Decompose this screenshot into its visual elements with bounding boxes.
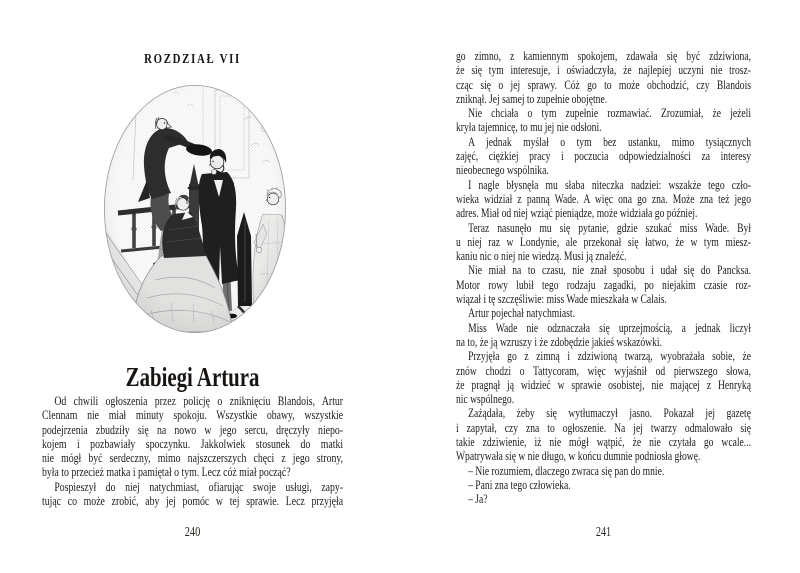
text-line: – Nie rozumiem, dlaczego zwraca się pan do mnie.: [468, 463, 665, 478]
text-line: takie zdziwienie, iż nie mógł wątpić, że nie czytała go wcale...: [456, 435, 751, 450]
text-line: Wpatrywała się w nie długo, w końcu dumnie podniosła głowę.: [456, 449, 701, 464]
text-line: – Ja?: [468, 492, 488, 507]
text-line: i zapytał, czy zna to ogłoszenie. Na jej twarzy odmalowało się: [456, 420, 751, 435]
text-line: Clennam nie miał minuty spokoju. Wszystkie obawy, wszystkie: [42, 408, 344, 423]
text-line: Miss Wade nie odznaczała się uprzejmością, a jednak liczył: [468, 320, 751, 335]
text-line: tując co może zrobić, aby jej pomóc w tej sprawie. Lecz przyjęła: [42, 494, 344, 509]
text-line: Nie chciała o tym zupełnie rozmawiać. Zrozumiał, że jeżeli: [468, 106, 751, 121]
text-line: podejrzenia zbudziły się na nowo w jego sercu, dręczyły niepo-: [42, 422, 344, 437]
chapter-illustration: [103, 84, 287, 334]
right-page-body: [456, 49, 751, 507]
text-line: nieobecnego wspólnika.: [456, 163, 549, 178]
text-line: że pragnął ją widzieć w sprawie osobistej, nie mającej z Henryką: [456, 377, 751, 392]
text-line: Zażądała, żeby się wytłumaczył jasno. Pokazał jej gazetę: [468, 406, 751, 421]
text-line: cząc się o jej sprawy. Cóż go to może obchodzić, czy Blandois: [456, 77, 751, 92]
text-line: kojem i pozbawiały spoczynku. Jakkolwiek stosunek do matki: [42, 436, 344, 451]
text-line: Nie miał na to czasu, nie znał sposobu i udał się do Pancksa.: [468, 263, 751, 278]
text-line: Teraz nasunęło mu się pytanie, gdzie szukać miss Wade. Był: [468, 220, 751, 235]
text-line: I nagle błysnęła mu słaba niteczka nadziei: wszakże tego czło-: [468, 177, 751, 192]
text-line: była to przecież matka i pamiętał o tym. Lecz cóż miał począć?: [42, 465, 291, 480]
left-page-body: [42, 394, 343, 508]
text-line: kryła tajemnicę, to mu jej nie odsłoni.: [456, 120, 602, 135]
text-line: u niej raz w Londynie, ale przekonał się łatwo, że w tym miesz-: [456, 234, 751, 249]
text-line: na to, że ją wzruszy i że zdobędzie jakieś wskazówki.: [456, 334, 662, 349]
text-line: wiązał i tę szczęśliwie: miss Wade mieszkała w Calais.: [456, 292, 667, 307]
page-number-right: 241: [595, 524, 612, 539]
text-line: A jednak myślał o tym bez ustanku, mimo tysiącznych: [468, 134, 751, 149]
text-line: Od chwili ogłoszenia przez policję o zniknięciu Blandois, Artur: [54, 394, 344, 408]
text-line: adres. Miał od niej wziąć pieniądze, może widziała go później.: [456, 206, 698, 221]
text-line: wieka widział z panną Wade. A więc ona go zna. Może zna też jego: [456, 191, 751, 206]
text-line: Artur pojechał natychmiast.: [468, 306, 575, 321]
text-line: Przyjęła go z zimną i zdziwioną twarzą, wyobrażała sobie, że: [468, 349, 751, 364]
text-line: go zimno, z kamiennym spokojem, zdawała się być zdziwiona,: [456, 49, 751, 63]
chapter-heading: ROZDZIAŁ VII: [144, 52, 241, 67]
chapter-title: Zabiegi Artura: [125, 362, 260, 392]
right-page-column: [456, 49, 751, 561]
text-line: zajęć, ciężkiej pracy i poczucia odpowiedzialności za interesy: [456, 149, 751, 164]
page-number-left: 240: [184, 524, 201, 539]
text-line: Motor rowy lubił tego rodzaju zagadki, po niejakim czasie roz-: [456, 277, 751, 292]
text-line: że się tym interesuje, i oświadczyła, że najlepiej uczyni nie trosz-: [456, 63, 751, 78]
text-line: Pospieszył do niej natychmiast, ofiarując swoje usługi, zapy-: [54, 479, 344, 494]
text-line: – Pani zna tego człowieka.: [468, 477, 571, 492]
text-line: nie mógł być serdeczny, mimo najszczerszych chęci z jego strony,: [42, 451, 344, 466]
text-line: nic wspólnego.: [456, 392, 515, 407]
text-line: kaniu nic o niej nie wiedzą. Musi ją znaleźć.: [456, 249, 627, 264]
text-line: zniknął. Jej samej to zupełnie obojętne.: [456, 91, 608, 106]
text-line: znów chodzi o Tattycoram, więc wyjaśnił od pierwszego słowa,: [456, 363, 751, 378]
